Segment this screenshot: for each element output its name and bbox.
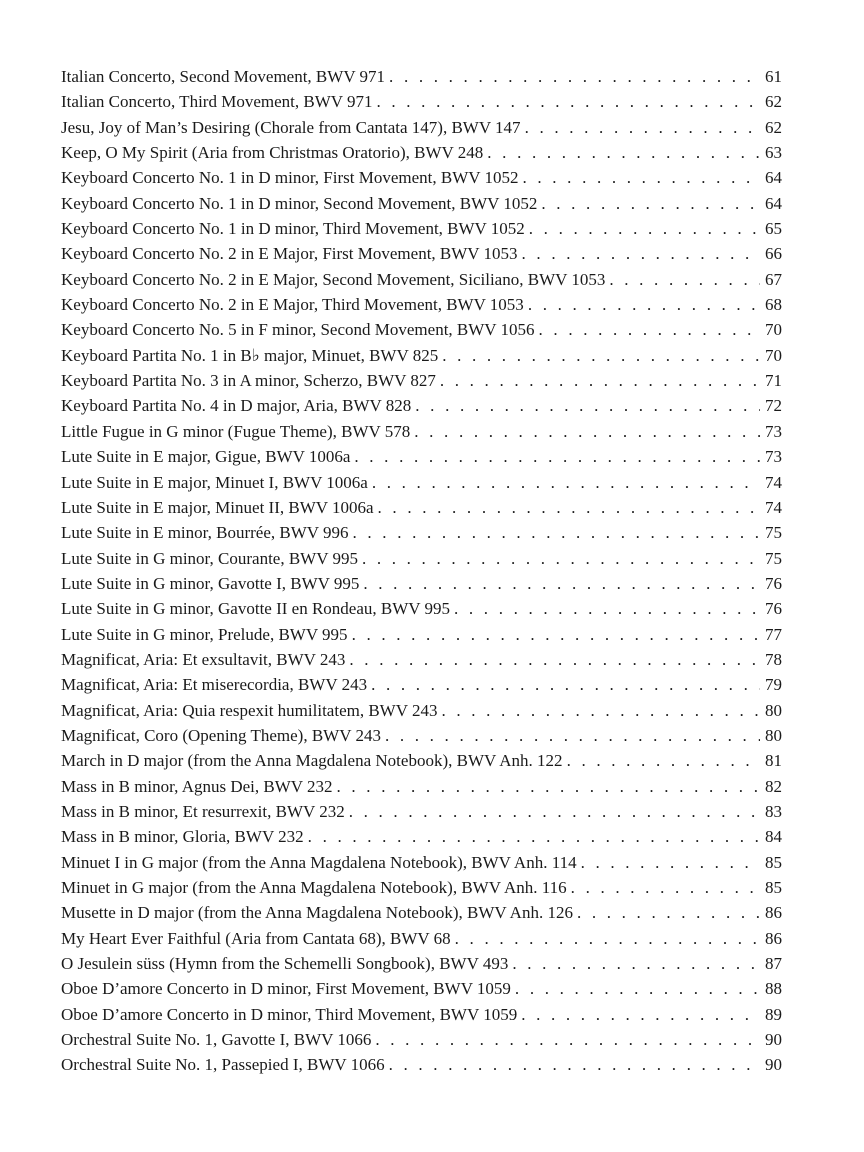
dot-leader xyxy=(515,976,760,1001)
entry-page-number: 62 xyxy=(765,117,782,137)
dot-leader xyxy=(521,1002,760,1027)
entry-page-number: 68 xyxy=(765,295,782,315)
toc-entry xyxy=(61,850,782,875)
entry-page-number: 63 xyxy=(765,143,782,163)
entry-page-number: 76 xyxy=(765,599,782,619)
entry-page-number: 89 xyxy=(765,1004,782,1024)
entry-title: Lute Suite in E major, Gigue, BWV 1006a xyxy=(61,447,351,467)
entry-page-number: 80 xyxy=(765,725,782,745)
entry-title: Keyboard Partita No. 3 in A minor, Scherzo, BWV 827 xyxy=(61,371,436,391)
dot-leader xyxy=(354,444,760,469)
toc-entry xyxy=(61,647,782,672)
toc-entry xyxy=(61,900,782,925)
entry-page-number: 78 xyxy=(765,649,782,669)
toc-entry xyxy=(61,267,782,292)
entry-title: Keep, O My Spirit (Aria from Christmas Oratorio), BWV 248 xyxy=(61,143,484,163)
entry-page-number: 72 xyxy=(765,396,782,416)
dot-leader xyxy=(455,926,760,951)
dot-leader xyxy=(541,191,760,216)
entry-title: Keyboard Concerto No. 2 in E Major, First Movement, BWV 1053 xyxy=(61,244,518,264)
toc-entry xyxy=(61,672,782,697)
entry-page-number: 61 xyxy=(765,67,782,86)
toc-entry xyxy=(61,774,782,799)
toc-entry xyxy=(61,976,782,1001)
dot-leader xyxy=(308,824,760,849)
entry-page-number: 90 xyxy=(765,1030,782,1050)
toc-entry xyxy=(61,419,782,444)
entry-title: Lute Suite in G minor, Gavotte II en Rondeau, BWV 995 xyxy=(61,599,450,619)
dot-leader xyxy=(442,343,760,368)
entry-title: Keyboard Concerto No. 5 in F minor, Second Movement, BWV 1056 xyxy=(61,320,535,340)
entry-title: Lute Suite in E major, Minuet II, BWV 1006a xyxy=(61,497,374,517)
entry-page-number: 73 xyxy=(765,447,782,467)
toc-entry xyxy=(61,926,782,951)
toc-entry xyxy=(61,799,782,824)
dot-leader xyxy=(389,1052,760,1077)
toc-entry xyxy=(61,571,782,596)
entry-page-number: 77 xyxy=(765,624,782,644)
dot-leader xyxy=(539,317,760,342)
dot-leader xyxy=(337,774,761,799)
entry-page-number: 64 xyxy=(765,168,782,188)
entry-title: Magnificat, Aria: Et exsultavit, BWV 243 xyxy=(61,649,346,669)
entry-page-number: 86 xyxy=(765,928,782,948)
toc-entry xyxy=(61,241,782,266)
toc-entry xyxy=(61,140,782,165)
toc-entry xyxy=(61,368,782,393)
toc-entry xyxy=(61,622,782,647)
entry-page-number: 83 xyxy=(765,801,782,821)
dot-leader xyxy=(349,647,760,672)
entry-title: Magnificat, Aria: Quia respexit humilitatem, BWV 243 xyxy=(61,700,438,720)
entry-title: Little Fugue in G minor (Fugue Theme), BWV 578 xyxy=(61,421,411,441)
toc-entry xyxy=(61,875,782,900)
dot-leader xyxy=(415,393,760,418)
entry-page-number: 66 xyxy=(765,244,782,264)
entry-page-number: 64 xyxy=(765,193,782,213)
toc-entry xyxy=(61,1027,782,1052)
entry-page-number: 80 xyxy=(765,700,782,720)
toc-entry xyxy=(61,115,782,140)
dot-leader xyxy=(385,723,760,748)
entry-page-number: 90 xyxy=(765,1055,782,1075)
entry-title: Oboe D’amore Concerto in D minor, First Movement, BWV 1059 xyxy=(61,979,511,999)
entry-page-number: 82 xyxy=(765,776,782,796)
toc-entry xyxy=(61,520,782,545)
dot-leader xyxy=(567,748,760,773)
dot-leader xyxy=(378,495,760,520)
entry-page-number: 75 xyxy=(765,523,782,543)
entry-title: Keyboard Concerto No. 1 in D minor, Third Movement, BWV 1052 xyxy=(61,219,525,239)
entry-page-number: 88 xyxy=(765,979,782,999)
dot-leader xyxy=(487,140,760,165)
entry-page-number: 87 xyxy=(765,954,782,974)
dot-leader xyxy=(529,216,760,241)
dot-leader xyxy=(454,596,760,621)
toc-entry xyxy=(61,393,782,418)
toc-entry xyxy=(61,165,782,190)
dot-leader xyxy=(352,622,760,647)
dot-leader xyxy=(363,571,760,596)
toc-entry xyxy=(61,292,782,317)
entry-title: Minuet I in G major (from the Anna Magdalena Notebook), BWV Anh. 114 xyxy=(61,852,577,872)
entry-title: Keyboard Partita No. 1 in B♭ major, Minuet, BWV 825 xyxy=(61,345,439,365)
entry-page-number: 86 xyxy=(765,903,782,923)
dot-leader xyxy=(375,1027,760,1052)
dot-leader xyxy=(372,470,760,495)
entry-title: Magnificat, Aria: Et miserecordia, BWV 243 xyxy=(61,675,368,695)
dot-leader xyxy=(609,267,760,292)
entry-title: Keyboard Concerto No. 1 in D minor, First Movement, BWV 1052 xyxy=(61,168,519,188)
entry-title: Mass in B minor, Et resurrexit, BWV 232 xyxy=(61,801,345,821)
dot-leader xyxy=(522,165,760,190)
toc-entry xyxy=(61,89,782,114)
dot-leader xyxy=(571,875,760,900)
toc-entry xyxy=(61,951,782,976)
entry-page-number: 67 xyxy=(765,269,782,289)
dot-leader xyxy=(528,292,760,317)
entry-title: Mass in B minor, Gloria, BWV 232 xyxy=(61,827,304,847)
entry-title: Oboe D’amore Concerto in D minor, Third Movement, BWV 1059 xyxy=(61,1004,518,1024)
entry-page-number: 70 xyxy=(765,345,782,365)
toc-entry xyxy=(61,723,782,748)
dot-leader xyxy=(525,115,760,140)
entry-page-number: 84 xyxy=(765,827,782,847)
toc-entry xyxy=(61,546,782,571)
dot-leader xyxy=(371,672,760,697)
dot-leader xyxy=(581,850,760,875)
dot-leader xyxy=(376,89,760,114)
entry-title: Lute Suite in G minor, Courante, BWV 995 xyxy=(61,548,358,568)
entry-title: Lute Suite in G minor, Gavotte I, BWV 995 xyxy=(61,573,360,593)
entry-title: Keyboard Concerto No. 2 in E Major, Third Movement, BWV 1053 xyxy=(61,295,524,315)
entry-page-number: 62 xyxy=(765,92,782,112)
entry-title: Keyboard Concerto No. 2 in E Major, Second Movement, Siciliano, BWV 1053 xyxy=(61,269,606,289)
entry-title: Musette in D major (from the Anna Magdalena Notebook), BWV Anh. 126 xyxy=(61,903,573,923)
entry-page-number: 73 xyxy=(765,421,782,441)
toc-entry xyxy=(61,343,782,368)
entry-page-number: 74 xyxy=(765,497,782,517)
toc-entry xyxy=(61,748,782,773)
entry-page-number: 79 xyxy=(765,675,782,695)
entry-title: Lute Suite in E major, Minuet I, BWV 1006a xyxy=(61,472,368,492)
entry-title: O Jesulein süss (Hymn from the Schemelli Songbook), BWV 493 xyxy=(61,954,509,974)
entry-page-number: 76 xyxy=(765,573,782,593)
dot-leader xyxy=(440,368,760,393)
entry-title: March in D major (from the Anna Magdalena Notebook), BWV Anh. 122 xyxy=(61,751,563,771)
toc-entry xyxy=(61,470,782,495)
dot-leader xyxy=(522,241,760,266)
dot-leader xyxy=(577,900,760,925)
entry-title: Mass in B minor, Agnus Dei, BWV 232 xyxy=(61,776,333,796)
entry-page-number: 70 xyxy=(765,320,782,340)
dot-leader xyxy=(362,546,760,571)
toc-entry xyxy=(61,317,782,342)
toc-entry xyxy=(61,444,782,469)
entry-title: My Heart Ever Faithful (Aria from Cantata 68), BWV 68 xyxy=(61,928,451,948)
entry-page-number: 71 xyxy=(765,371,782,391)
entry-title: Keyboard Concerto No. 1 in D minor, Second Movement, BWV 1052 xyxy=(61,193,538,213)
dot-leader xyxy=(389,64,760,89)
toc-entry xyxy=(61,824,782,849)
entry-page-number: 74 xyxy=(765,472,782,492)
dot-leader xyxy=(349,799,760,824)
entry-title: Keyboard Partita No. 4 in D major, Aria, BWV 828 xyxy=(61,396,412,416)
entry-title: Italian Concerto, Second Movement, BWV 971 xyxy=(61,67,386,86)
entry-page-number: 85 xyxy=(765,852,782,872)
toc-entry xyxy=(61,191,782,216)
entry-page-number: 75 xyxy=(765,548,782,568)
dot-leader xyxy=(414,419,760,444)
dot-leader xyxy=(441,698,760,723)
toc-entry xyxy=(61,216,782,241)
entry-page-number: 65 xyxy=(765,219,782,239)
dot-leader xyxy=(353,520,761,545)
toc-entry xyxy=(61,596,782,621)
table-of-contents xyxy=(61,64,782,1078)
toc-entry xyxy=(61,495,782,520)
dot-leader xyxy=(512,951,760,976)
toc-entry xyxy=(61,64,782,89)
entry-title: Orchestral Suite No. 1, Passepied I, BWV 1066 xyxy=(61,1055,385,1075)
entry-title: Jesu, Joy of Man’s Desiring (Chorale from Cantata 147), BWV 147 xyxy=(61,117,521,137)
entry-title: Minuet in G major (from the Anna Magdalena Notebook), BWV Anh. 116 xyxy=(61,878,567,897)
toc-entry xyxy=(61,1002,782,1027)
entry-title: Italian Concerto, Third Movement, BWV 971 xyxy=(61,92,373,112)
entry-title: Lute Suite in E minor, Bourrée, BWV 996 xyxy=(61,523,349,543)
entry-page-number: 81 xyxy=(765,751,782,771)
entry-title: Orchestral Suite No. 1, Gavotte I, BWV 1066 xyxy=(61,1030,372,1050)
entry-page-number: 85 xyxy=(765,878,782,897)
toc-entry xyxy=(61,698,782,723)
entry-title: Lute Suite in G minor, Prelude, BWV 995 xyxy=(61,624,348,644)
toc-entry xyxy=(61,1052,782,1077)
entry-title: Magnificat, Coro (Opening Theme), BWV 243 xyxy=(61,725,381,745)
